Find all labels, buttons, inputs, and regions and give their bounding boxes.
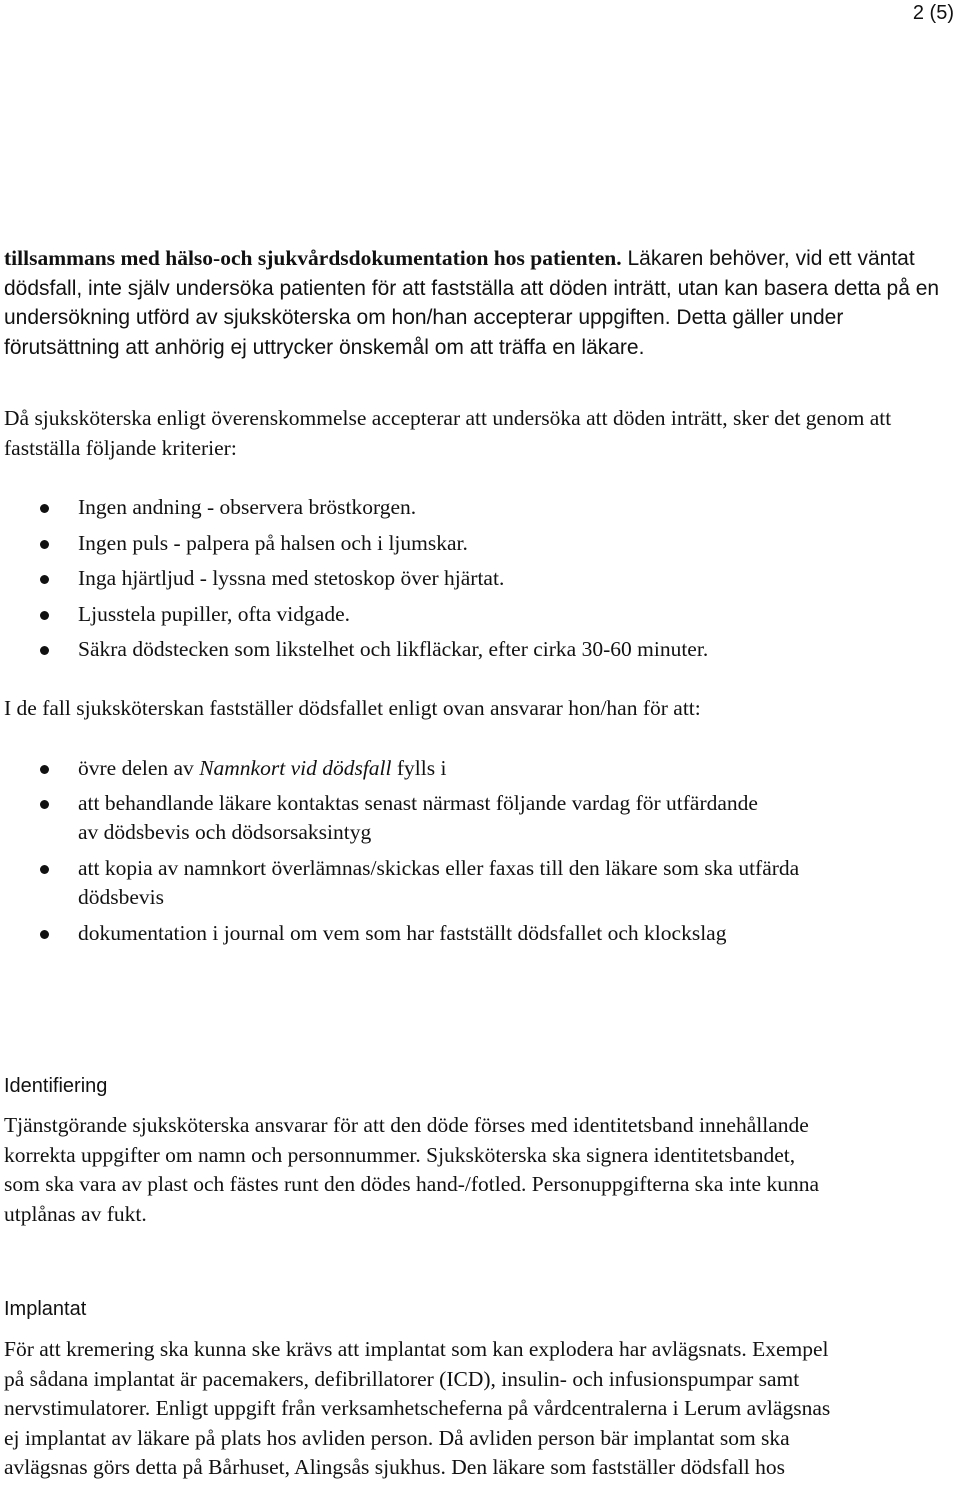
- responsibilities-intro: I de fall sjuksköterskan fastställer dödsfallet enligt ovan ansvarar hon/han för att:: [4, 696, 701, 720]
- implant-paragraph: För att kremering ska kunna ske krävs att implantat som kan explodera har avlägsnats. Exempel på sådana implantat är pacemakers, defibrillatorer (ICD), insulin- och infusionspumpar samt nervstimulatorer. Enligt uppgift från verksamhetscheferna på vårdcentralerna i Lerum avlägsnas ej implantat av läkare på plats hos avliden person. Då avliden person bär implantat som ska avlägsnas görs detta på Bårhuset, Alingsås sjukhus. Den läkare som fastställer dödsfall hos: [4, 1337, 831, 1479]
- responsibilities-list: [0, 754, 900, 954]
- list-item: [0, 789, 778, 848]
- criteria-list: [0, 493, 900, 671]
- bullet-icon: [40, 611, 49, 620]
- list-item-text: Ljusstela pupiller, ofta vidgade.: [78, 601, 350, 626]
- list-item-text: att kopia av namnkort överlämnas/skickas eller faxas till den läkare som ska utfärda dödsbevis: [78, 855, 800, 909]
- list-item-text: Ingen andning - observera bröstkorgen.: [78, 495, 417, 519]
- bullet-icon: [40, 765, 49, 774]
- list-item-text: dokumentation i journal om vem som har fastställt dödsfallet och klockslag: [78, 920, 727, 945]
- intro-paragraph: [4, 244, 950, 362]
- page-number: 2 (5): [912, 2, 954, 24]
- list-item: [0, 564, 900, 600]
- identification-paragraph: Tjänstgörande sjuksköterska ansvarar för att den döde förses med identitetsband innehållande korrekta uppgifter om namn och personnummer. Sjuksköterska ska signera identitetsbandet, som ska vara av plast och fästes runt den dödes hand-/fotled. Personuppgifterna ska inte kunna utplånas av fukt.: [4, 1113, 819, 1226]
- list-item: [0, 529, 900, 565]
- list-item-text-suffix: fylls i: [391, 756, 447, 780]
- bullet-icon: [40, 540, 49, 549]
- identification-heading: Identifiering: [4, 1075, 108, 1097]
- namnkort-italic-text: Namnkort vid dödsfall: [199, 756, 392, 780]
- bullet-icon: [40, 575, 49, 584]
- list-item-text: Ingen puls - palpera på halsen och i ljumskar.: [78, 530, 468, 555]
- implant-heading: Implantat: [4, 1298, 87, 1320]
- list-item: [0, 635, 900, 671]
- list-item: [0, 493, 900, 529]
- bullet-icon: [40, 646, 49, 655]
- list-item-text: Inga hjärtljud - lyssna med stetoskop över hjärtat.: [78, 566, 505, 590]
- list-item: [0, 754, 900, 784]
- list-item: [0, 919, 758, 949]
- bullet-icon: [40, 930, 49, 939]
- list-item: [0, 600, 900, 636]
- list-item-text-prefix: övre delen av: [78, 756, 200, 780]
- intro-sans-text: Läkaren behöver, vid ett väntat dödsfall, inte själv undersöka patienten för att fastställa att döden inträtt, utan kan basera detta på en undersökning utförd av sjuksköterska om hon/han accepterar uppgiften. Detta gäller under förutsättning att anhörig ej uttrycker önskemål om att träffa en läkare.: [4, 247, 940, 359]
- criteria-intro: Då sjuksköterska enligt överenskommelse accepterar att undersöka att döden inträtt, sker det genom att fastställa följande kriterier:: [4, 406, 892, 460]
- list-item-text: att behandlande läkare kontaktas senast närmast följande vardag för utfärdande av dödsbevis och dödsorsaksintyg: [78, 790, 758, 844]
- bullet-icon: [40, 504, 49, 513]
- bullet-icon: [40, 865, 49, 874]
- list-item: [0, 854, 823, 913]
- list-item-text: Säkra dödstecken som likstelhet och likfläckar, efter cirka 30-60 minuter.: [78, 637, 709, 661]
- intro-bold-text: tillsammans med hälso-och sjukvårdsdokumentation hos patienten.: [4, 246, 622, 270]
- bullet-icon: [40, 800, 49, 809]
